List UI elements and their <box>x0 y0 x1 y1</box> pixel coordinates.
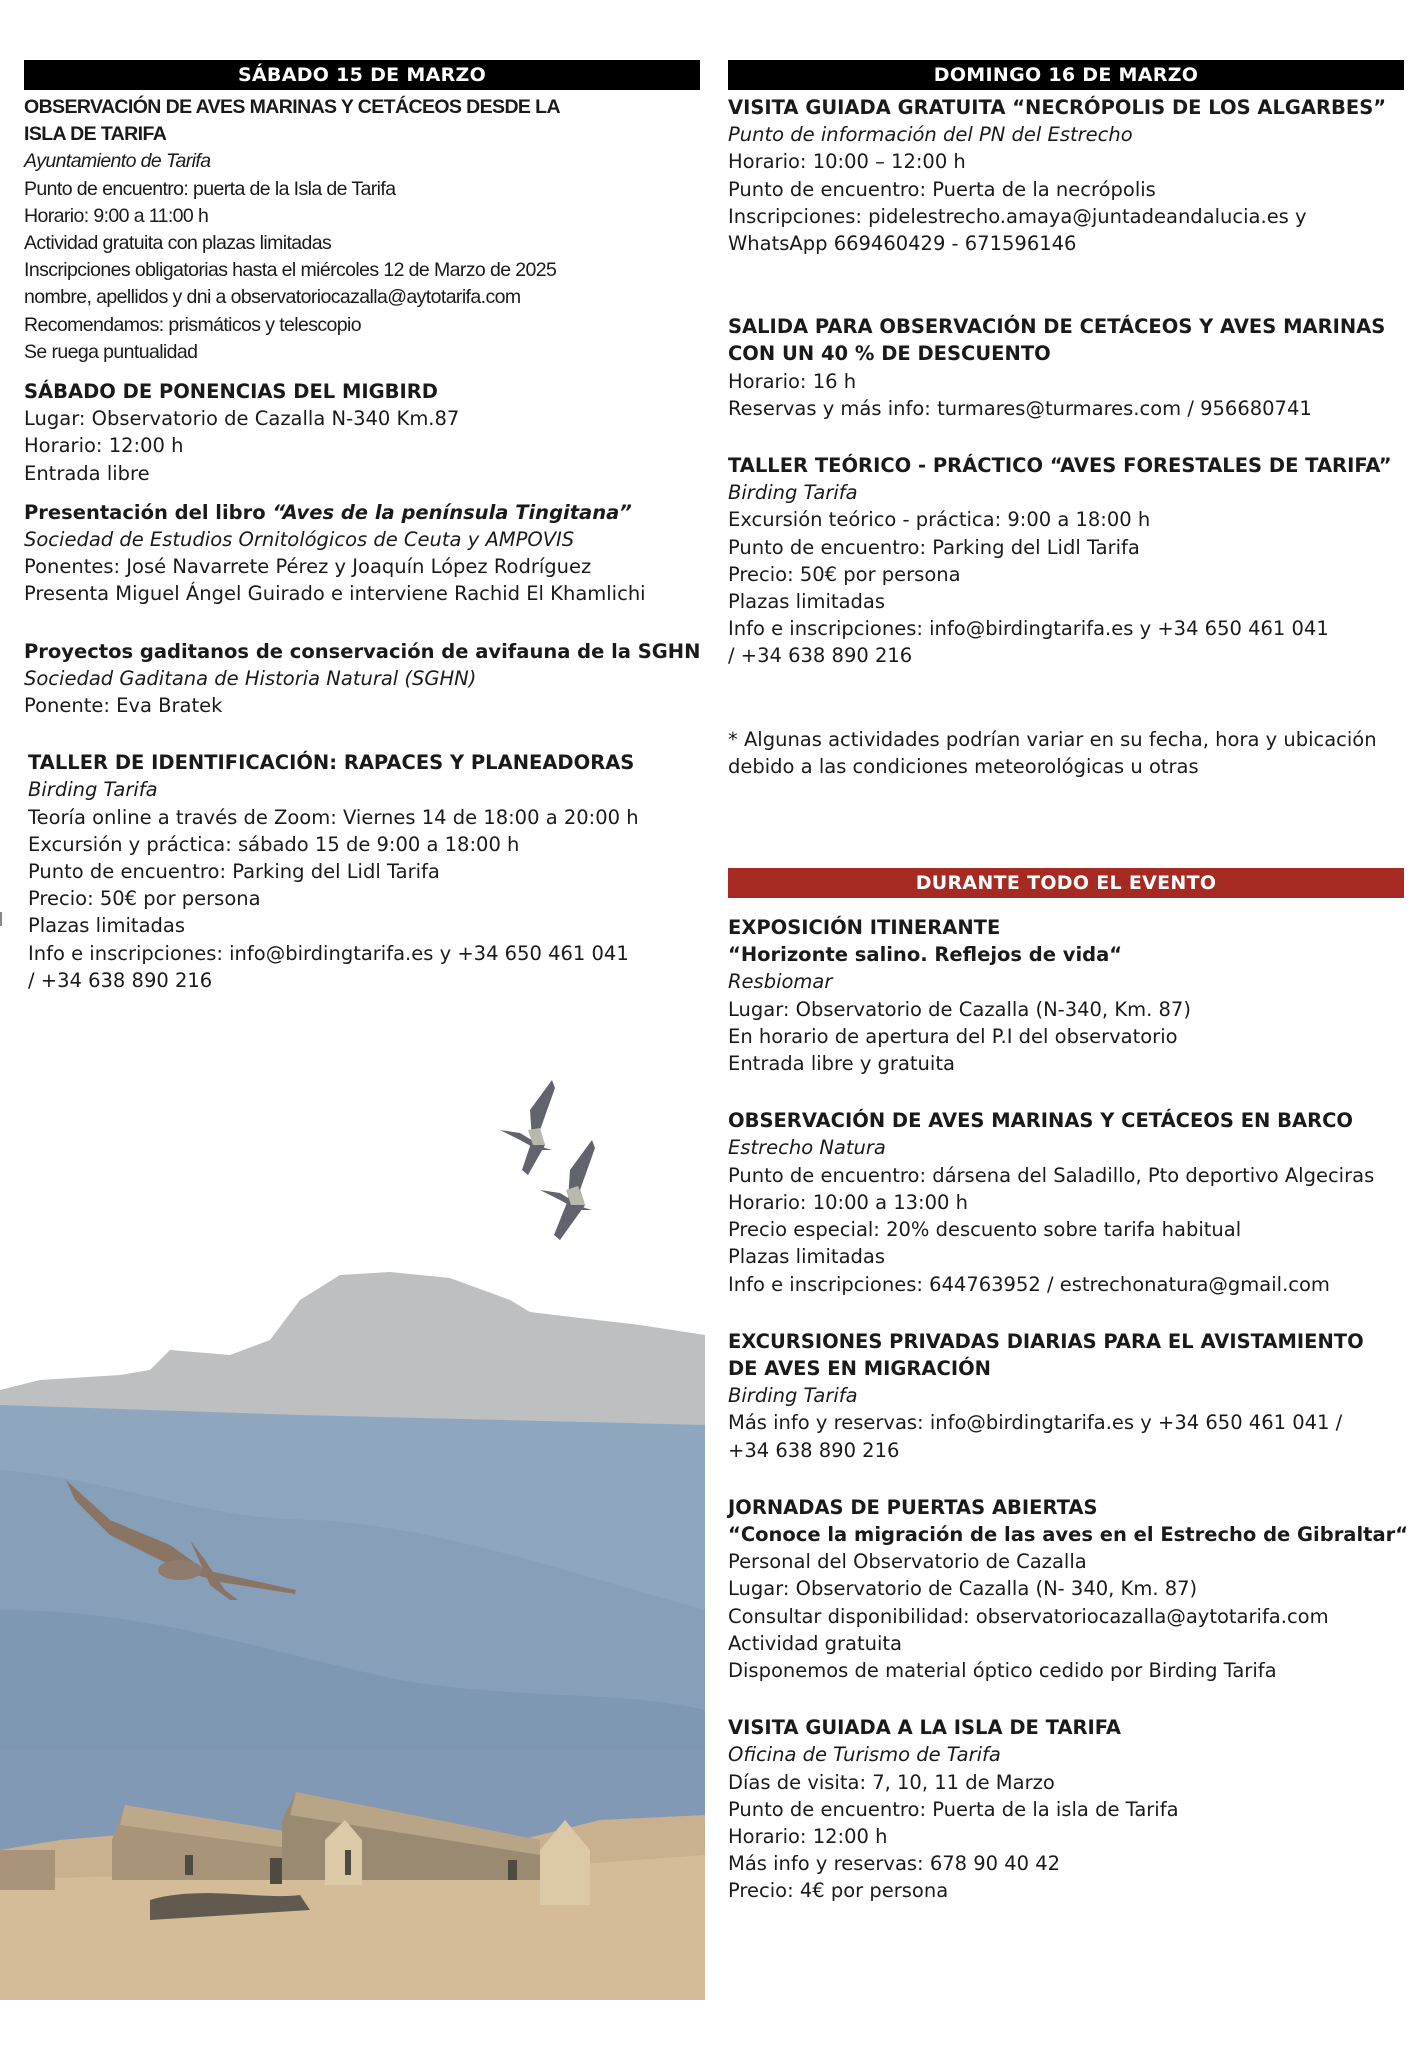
saturday-header: SÁBADO 15 DE MARZO <box>24 60 700 90</box>
event-barco <box>728 1107 1404 1297</box>
event-detail: Inscripciones: pidelestrecho.amaya@juntadeandalucia.es y <box>728 204 1307 228</box>
event-detail: Teoría online a través de Zoom: Viernes 14 de 18:00 a 20:00 h <box>28 805 639 829</box>
event-detail: Info e inscripciones: info@birdingtarifa.es y +34 650 461 041 <box>28 941 629 965</box>
event-title: Proyectos gaditanos de conservación de avifauna de la SGHN <box>24 639 701 663</box>
event-detail: Inscripciones obligatorias hasta el miércoles 12 de Marzo de 2025 <box>24 259 557 282</box>
event-detail: Reservas y más info: turmares@turmares.com / 956680741 <box>728 396 1312 420</box>
event-title: EXCURSIONES PRIVADAS DIARIAS PARA EL AVISTAMIENTO <box>728 1329 1364 1353</box>
event-detail: Actividad gratuita <box>728 1631 903 1655</box>
event-isla-tarifa <box>24 94 700 366</box>
event-organizer: Ayuntamiento de Tarifa <box>24 150 211 173</box>
event-excursiones-privadas <box>728 1328 1404 1464</box>
event-detail: Recomendamos: prismáticos y telescopio <box>24 313 362 336</box>
event-detail: Horario: 12:00 h <box>24 434 184 458</box>
event-title: VISITA GUIADA GRATUITA “NECRÓPOLIS DE LOS ALGARBES” <box>728 96 1387 119</box>
event-detail: Punto de encuentro: Parking del Lidl Tarifa <box>28 860 440 884</box>
event-detail: Punto de encuentro: Puerta de la isla de Tarifa <box>728 1797 1179 1821</box>
event-ponencias <box>24 378 700 487</box>
event-detail: Punto de encuentro: Puerta de la necrópolis <box>728 177 1156 201</box>
event-title: OBSERVACIÓN DE AVES MARINAS Y CETÁCEOS DESDE LA <box>24 96 560 118</box>
note-line: debido a las condiciones meteorológicas u otras <box>728 754 1199 778</box>
event-detail: Actividad gratuita con plazas limitadas <box>24 232 332 255</box>
event-detail: Se ruega puntualidad <box>24 340 198 363</box>
event-title: JORNADAS DE PUERTAS ABIERTAS <box>728 1495 1098 1519</box>
event-detail: / +34 638 890 216 <box>728 644 913 668</box>
event-detail: Info e inscripciones: 644763952 / estrechonatura@gmail.com <box>728 1272 1330 1296</box>
event-detail: Plazas limitadas <box>728 1245 885 1269</box>
event-exposicion <box>728 914 1404 1077</box>
event-detail: Lugar: Observatorio de Cazalla N-340 Km.87 <box>24 407 460 431</box>
event-detail: WhatsApp 669460429 - 671596146 <box>728 232 1077 256</box>
event-necropolis <box>728 94 1404 257</box>
event-detail: Punto de encuentro: dársena del Saladillo, Pto deportivo Algeciras <box>728 1163 1375 1187</box>
event-organizer: Sociedad de Estudios Ornitológicos de Ceuta y AMPOVIS <box>24 528 575 552</box>
note-line: * Algunas actividades podrían variar en su fecha, hora y ubicación <box>728 727 1377 751</box>
event-puertas-abiertas <box>728 1494 1409 1684</box>
event-detail: Disponemos de material óptico cedido por Birding Tarifa <box>728 1658 1277 1682</box>
event-detail: Precio: 50€ por persona <box>28 887 261 911</box>
event-detail: Horario: 10:00 a 13:00 h <box>728 1190 968 1214</box>
event-aves-forestales <box>728 452 1404 670</box>
sunday-header: DOMINGO 16 DE MARZO <box>728 60 1404 90</box>
event-detail: +34 638 890 216 <box>728 1438 900 1462</box>
event-detail: Entrada libre y gratuita <box>728 1052 955 1076</box>
title-prefix: Presentación del libro <box>24 500 273 524</box>
event-title: EXPOSICIÓN ITINERANTE <box>728 916 1001 940</box>
event-salida-cetaceos <box>728 313 1404 422</box>
all-event-header: DURANTE TODO EL EVENTO <box>728 868 1404 898</box>
event-title: ISLA DE TARIFA <box>24 123 167 146</box>
event-organizer: Punto de información del PN del Estrecho <box>728 123 1133 147</box>
event-detail: Personal del Observatorio de Cazalla <box>728 1550 1087 1574</box>
event-detail: Horario: 12:00 h <box>728 1824 888 1848</box>
event-detail: Horario: 10:00 – 12:00 h <box>728 150 966 174</box>
event-detail: Precio especial: 20% descuento sobre tarifa habitual <box>728 1218 1242 1242</box>
disclaimer-note <box>728 726 1404 780</box>
event-organizer: Sociedad Gaditana de Historia Natural (SGHN) <box>24 666 477 690</box>
event-organizer: Birding Tarifa <box>728 481 858 505</box>
event-detail: Plazas limitadas <box>728 590 885 614</box>
event-title: TALLER TEÓRICO - PRÁCTICO “AVES FORESTALES DE TARIFA” <box>728 454 1392 478</box>
event-title: VISITA GUIADA A LA ISLA DE TARIFA <box>728 1716 1121 1740</box>
event-title <box>24 499 700 526</box>
event-detail: Horario: 9:00 a 11:00 h <box>24 204 209 227</box>
event-detail: Días de visita: 7, 10, 11 de Marzo <box>728 1770 1055 1794</box>
event-detail: Info e inscripciones: info@birdingtarifa.es y +34 650 461 041 <box>728 617 1329 641</box>
event-detail: Más info y reservas: 678 90 40 42 <box>728 1852 1061 1876</box>
event-detail: Plazas limitadas <box>28 914 185 938</box>
event-detail: / +34 638 890 216 <box>28 968 213 992</box>
event-detail: Lugar: Observatorio de Cazalla (N-340, Km. 87) <box>728 997 1191 1021</box>
event-detail: Presenta Miguel Ángel Guirado e interviene Rachid El Khamlichi <box>24 582 646 606</box>
event-detail: En horario de apertura del P.I del observatorio <box>728 1024 1178 1048</box>
event-detail: Más info y reservas: info@birdingtarifa.es y +34 650 461 041 / <box>728 1411 1343 1435</box>
event-detail: Precio: 4€ por persona <box>728 1879 949 1903</box>
event-visita-isla <box>728 1714 1404 1904</box>
event-title: CON UN 40 % DE DESCUENTO <box>728 342 1051 366</box>
event-organizer: Resbiomar <box>728 970 833 994</box>
event-organizer: Birding Tarifa <box>28 778 158 802</box>
event-subtitle: “Horizonte salino. Reflejos de vida“ <box>728 943 1123 967</box>
event-detail: Ponente: Eva Bratek <box>24 694 223 718</box>
event-sghn <box>24 638 700 720</box>
event-taller-rapaces <box>24 749 700 994</box>
event-book-presentation <box>24 499 700 608</box>
event-detail: Precio: 50€ por persona <box>728 562 961 586</box>
event-detail: Ponentes: José Navarrete Pérez y Joaquín López Rodríguez <box>24 555 592 579</box>
event-detail: Lugar: Observatorio de Cazalla (N- 340, Km. 87) <box>728 1577 1198 1601</box>
event-title: SALIDA PARA OBSERVACIÓN DE CETÁCEOS Y AVES MARINAS <box>728 315 1386 339</box>
event-title: DE AVES EN MIGRACIÓN <box>728 1356 991 1380</box>
book-title: “Aves de la península Tingitana” <box>272 500 632 524</box>
event-subtitle: “Conoce la migración de las aves en el Estrecho de Gibraltar“ <box>728 1522 1409 1546</box>
sunday-column <box>728 60 1409 1905</box>
event-detail: Excursión teórico - práctica: 9:00 a 18:00 h <box>728 508 1151 532</box>
event-title: OBSERVACIÓN DE AVES MARINAS Y CETÁCEOS EN BARCO <box>728 1109 1353 1133</box>
event-organizer: Birding Tarifa <box>728 1384 858 1408</box>
crane-bird-icon <box>500 1080 555 1175</box>
event-detail: nombre, apellidos y dni a observatoriocazalla@aytotarifa.com <box>24 286 521 309</box>
crane-bird-icon <box>540 1140 595 1240</box>
event-organizer: Estrecho Natura <box>728 1136 886 1160</box>
event-title: TALLER DE IDENTIFICACIÓN: RAPACES Y PLANEADORAS <box>28 751 635 775</box>
event-detail: Horario: 16 h <box>728 369 857 393</box>
event-detail: Consultar disponibilidad: observatoriocazalla@aytotarifa.com <box>728 1604 1329 1628</box>
event-title: SÁBADO DE PONENCIAS DEL MIGBIRD <box>24 380 438 404</box>
event-detail: Punto de encuentro: puerta de la Isla de Tarifa <box>24 177 396 200</box>
event-detail: Punto de encuentro: Parking del Lidl Tarifa <box>728 535 1140 559</box>
event-organizer: Oficina de Turismo de Tarifa <box>728 1743 1001 1767</box>
saturday-column <box>24 60 700 994</box>
event-detail: Entrada libre <box>24 461 150 485</box>
landscape-illustration <box>0 1050 705 2000</box>
margin-mark <box>0 912 2 926</box>
event-detail: Excursión y práctica: sábado 15 de 9:00 a 18:00 h <box>28 832 520 856</box>
